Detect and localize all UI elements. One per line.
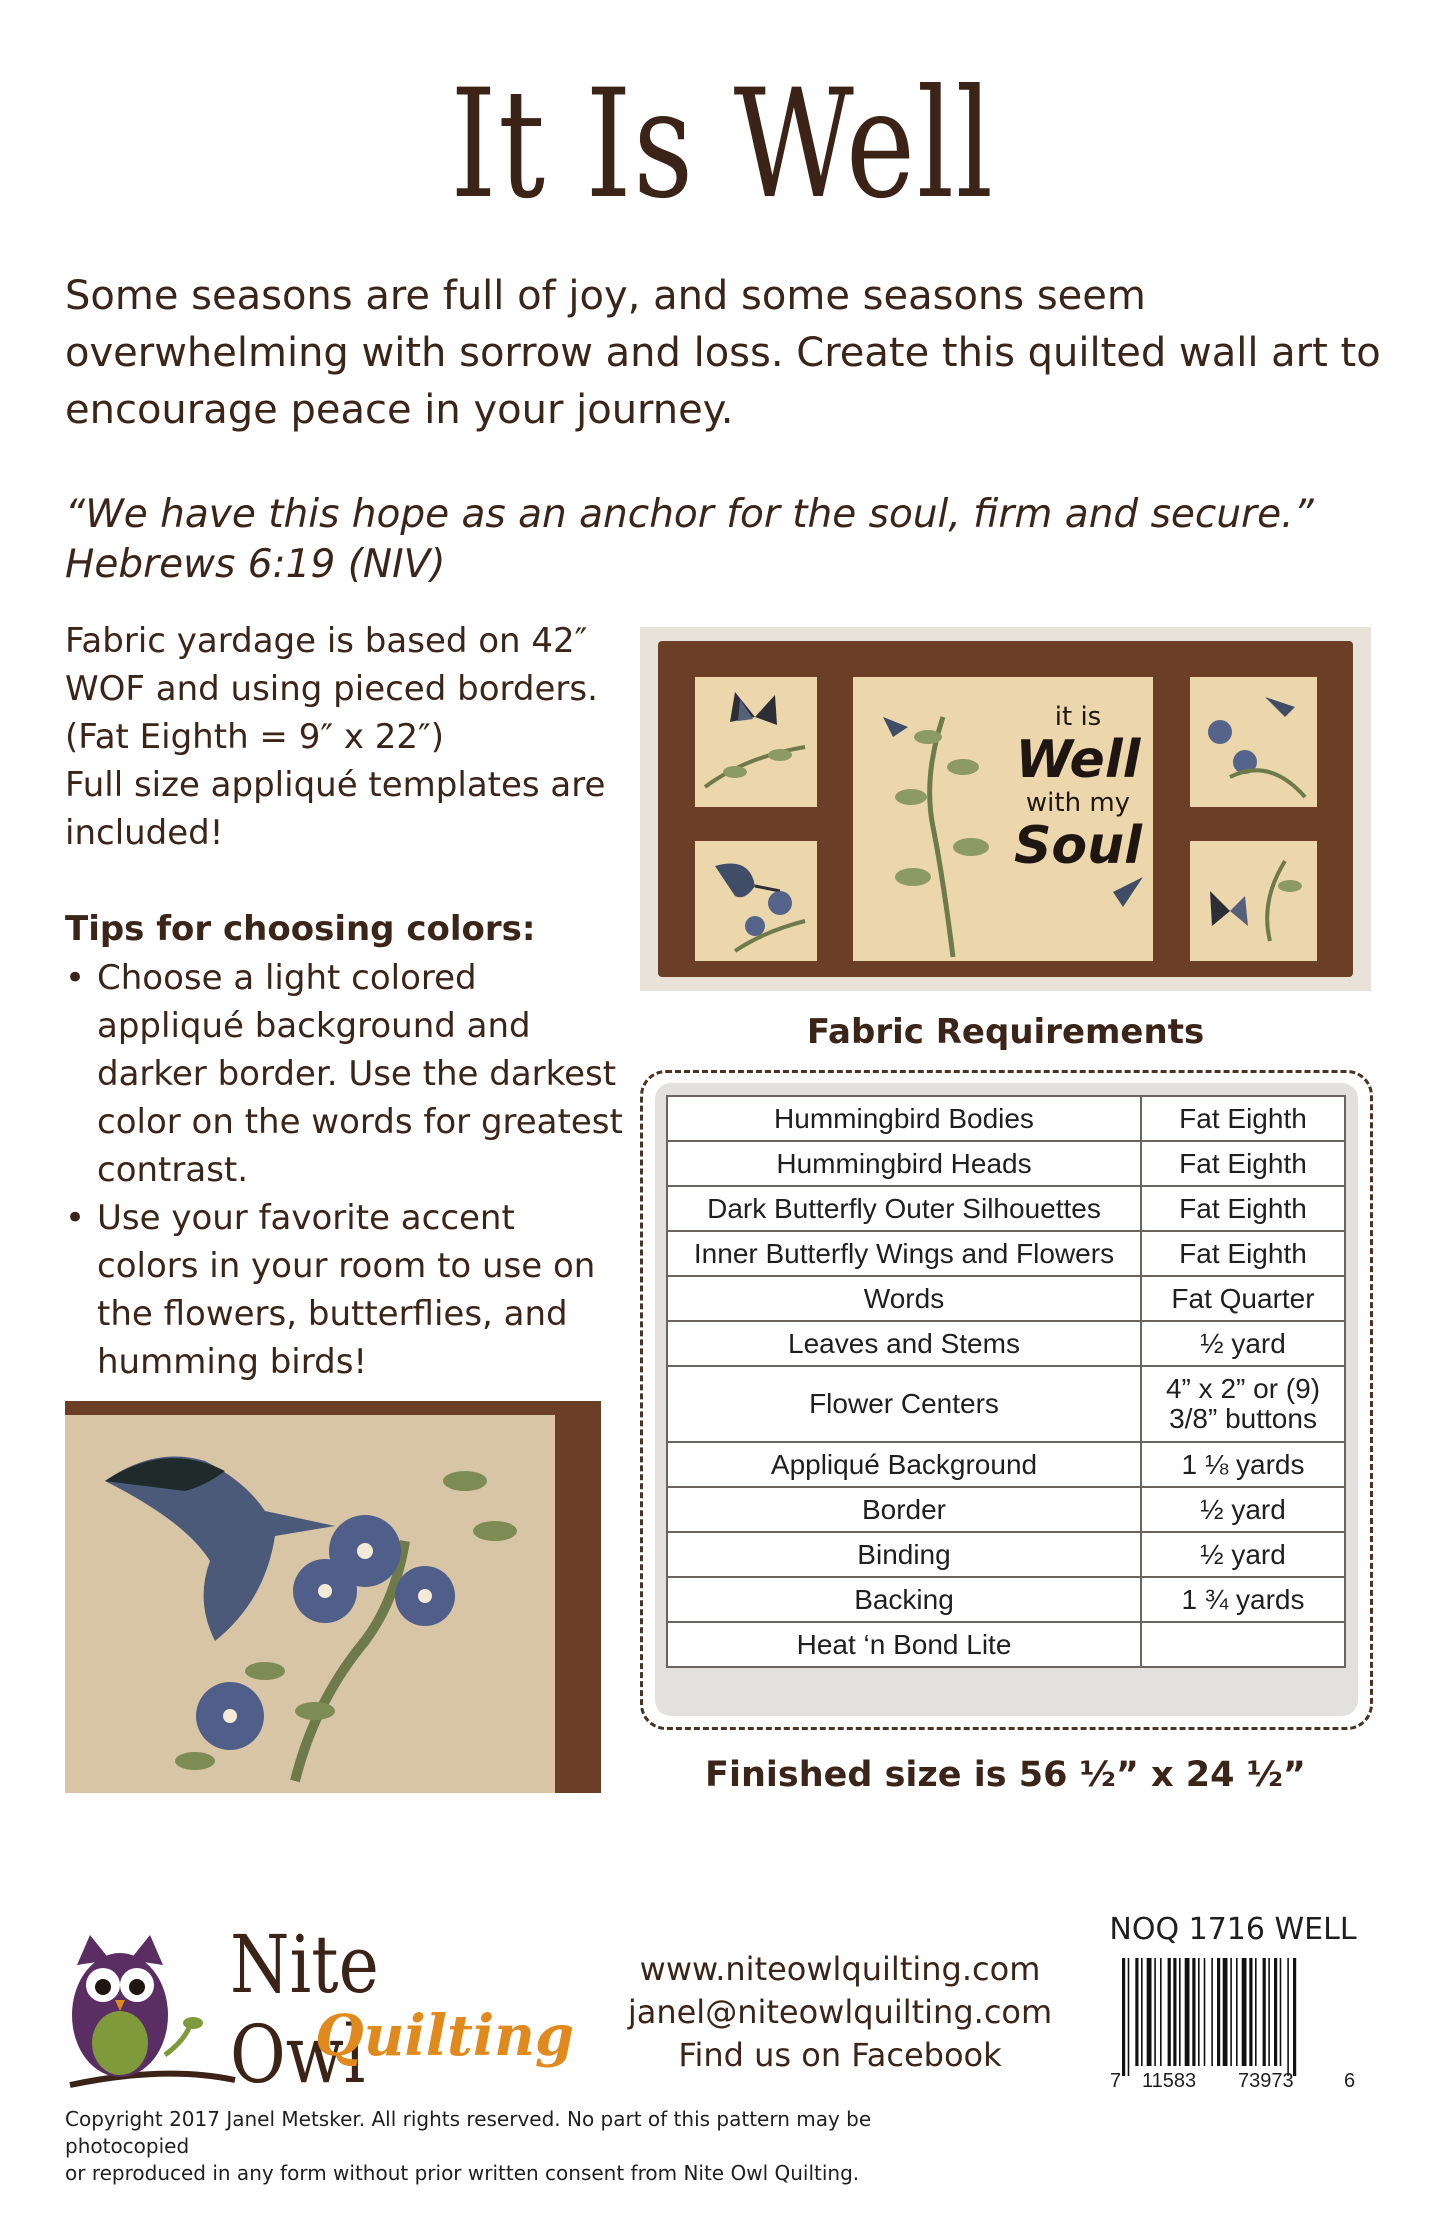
fabric-name-cell: Appliqué Background	[667, 1442, 1141, 1487]
barcode-bar	[1293, 1958, 1296, 2076]
bullet-icon: •	[65, 1198, 86, 1238]
barcode-bar	[1168, 1958, 1171, 2066]
fabric-amount-cell	[1141, 1622, 1345, 1667]
quilt-word: with my	[1025, 788, 1131, 818]
table-row	[667, 1231, 1345, 1276]
website-link[interactable]: www.niteowlquilting.com	[639, 1950, 1041, 1988]
quote-reference: Hebrews 6:19 (NIV)	[65, 542, 446, 587]
barcode-bar	[1204, 1958, 1206, 2066]
fabric-note-line: Full size appliqué templates are	[65, 765, 606, 805]
fabric-amount-cell: ½ yard	[1141, 1487, 1345, 1532]
barcode-digit: 6	[1344, 2070, 1356, 2092]
scripture-quote	[65, 490, 1385, 590]
butterfly-icon	[1190, 841, 1317, 961]
fabric-name-cell: Words	[667, 1276, 1141, 1321]
table-row	[667, 1622, 1345, 1667]
barcode-bar	[1154, 1958, 1156, 2066]
barcode-bar	[1230, 1958, 1232, 2066]
fabric-note-line: (Fat Eighth = 9″ x 22″)	[65, 717, 445, 757]
contact-info	[610, 1948, 1070, 2077]
list-item	[65, 954, 625, 1194]
barcode-digits: 73973	[1238, 2070, 1294, 2092]
tip-text: Use your favorite accent colors in your room to use on the flowers, butterflies, and humming birds!	[97, 1198, 596, 1382]
bullet-icon: •	[65, 958, 86, 998]
barcode-bar	[1122, 1958, 1125, 2076]
quilt-word: Soul	[1013, 816, 1143, 876]
fabric-name-cell: Backing	[667, 1577, 1141, 1622]
table-row	[667, 1141, 1345, 1186]
fabric-amount-cell: 1 ⅛ yards	[1141, 1442, 1345, 1487]
butterfly-icon	[695, 677, 817, 807]
table-row	[667, 1321, 1345, 1366]
barcode-bar	[1287, 1958, 1289, 2076]
table-row	[667, 1487, 1345, 1532]
fabric-amount-cell: Fat Eighth	[1141, 1141, 1345, 1186]
tips-list	[65, 954, 625, 1386]
quilt-word: it is	[1054, 702, 1102, 732]
fabric-name-cell: Leaves and Stems	[667, 1321, 1141, 1366]
fabric-requirements-table	[666, 1095, 1346, 1668]
barcode-bar	[1217, 1958, 1220, 2066]
barcode-digits: 11583	[1142, 2070, 1197, 2092]
hummingbird-icon	[695, 841, 817, 961]
barcode-bar	[1255, 1958, 1257, 2066]
quilt-panel-flowers	[1190, 677, 1317, 807]
fabric-amount-cell: ½ yard	[1141, 1321, 1345, 1366]
tip-text: Choose a light colored appliqué background and darker border. Use the darkest color on the words for greatest contrast.	[97, 958, 623, 1190]
fabric-name-cell: Flower Centers	[667, 1366, 1141, 1442]
flower-icon	[1190, 677, 1317, 807]
barcode-bar	[1160, 1958, 1162, 2066]
barcode-bar	[1141, 1958, 1143, 2066]
copyright-line: or reproduced in any form without prior written consent from Nite Owl Quilting.	[65, 2161, 860, 2185]
fabric-name-cell: Hummingbird Heads	[667, 1141, 1141, 1186]
barcode-bar	[1268, 1958, 1270, 2066]
barcode-bar	[1179, 1958, 1181, 2066]
fabric-name-cell: Dark Butterfly Outer Silhouettes	[667, 1186, 1141, 1231]
sku-code: NOQ 1716 WELL	[1109, 1912, 1357, 1947]
fabric-amount-cell: Fat Eighth	[1141, 1186, 1345, 1231]
barcode-bar	[1223, 1958, 1228, 2066]
barcode-digit: 7	[1110, 2070, 1122, 2092]
nite-owl-logo	[65, 1915, 585, 2101]
fabric-amount-cell: 4” x 2” or (9) 3/8” buttons	[1141, 1366, 1345, 1442]
quilt-word: Well	[1015, 730, 1141, 790]
facebook-text: Find us on Facebook	[678, 2036, 1002, 2074]
list-item	[65, 1194, 625, 1386]
fabric-note	[65, 617, 645, 857]
barcode-bar	[1274, 1958, 1277, 2066]
tips-heading: Tips for choosing colors:	[65, 909, 536, 949]
barcode-bar	[1185, 1958, 1190, 2066]
quilt-panel-butterfly	[695, 677, 817, 807]
table-row	[667, 1442, 1345, 1487]
logo-text: Nite Owl	[230, 1918, 379, 2101]
email-link[interactable]: janel@niteowlquilting.com	[627, 1993, 1053, 2031]
quote-text: “We have this hope as an anchor for the soul, firm and secure.”	[65, 492, 1314, 537]
finished-size: Finished size is 56 ½” x 24 ½”	[705, 1755, 1306, 1795]
quilt-photo	[640, 627, 1371, 991]
table-row	[667, 1096, 1345, 1141]
barcode-bar	[1211, 1958, 1213, 2066]
barcode-bar	[1242, 1958, 1247, 2066]
barcode-bar	[1263, 1958, 1266, 2066]
fabric-amount-cell: Fat Quarter	[1141, 1276, 1345, 1321]
barcode-bar	[1173, 1958, 1176, 2066]
fabric-amount-cell: ½ yard	[1141, 1532, 1345, 1577]
fabric-amount-cell: Fat Eighth	[1141, 1231, 1345, 1276]
fabric-note-line: Fabric yardage is based on 42″	[65, 621, 588, 661]
fabric-note-line: WOF and using pieced borders.	[65, 669, 598, 709]
fabric-amount-cell: 1 ¾ yards	[1141, 1577, 1345, 1622]
barcode-bar	[1135, 1958, 1138, 2066]
barcode-bar	[1249, 1958, 1252, 2066]
page-title: It Is Well	[450, 58, 995, 232]
barcode-bar	[1280, 1958, 1282, 2066]
table-row	[667, 1186, 1345, 1231]
intro-text: Some seasons are full of joy, and some seasons seem overwhelming with sorrow and loss. Create this quilted wall art to encourage peace in your journey.	[65, 273, 1381, 433]
barcode-bar	[1128, 1958, 1130, 2076]
barcode	[1108, 1958, 1358, 2098]
table-row	[667, 1577, 1345, 1622]
barcode-bar	[1147, 1958, 1152, 2066]
barcode-bar	[1192, 1958, 1195, 2066]
table-row	[667, 1276, 1345, 1321]
hummingbird-icon	[65, 1401, 601, 1793]
fabric-requirements-title: Fabric Requirements	[806, 1012, 1205, 1052]
quilt-panel-hummingbird	[695, 841, 817, 961]
table-row	[667, 1366, 1345, 1442]
fabric-name-cell: Binding	[667, 1532, 1141, 1577]
quilt-panel-butterfly-2	[1190, 841, 1317, 961]
barcode-bar	[1198, 1958, 1200, 2066]
table-row	[667, 1532, 1345, 1577]
fabric-name-cell: Heat ‘n Bond Lite	[667, 1622, 1141, 1667]
fabric-name-cell: Inner Butterfly Wings and Flowers	[667, 1231, 1141, 1276]
logo-subtext: Quilting	[315, 2003, 575, 2069]
fabric-amount-cell: Fat Eighth	[1141, 1096, 1345, 1141]
copyright-line: Copyright 2017 Janel Metsker. All rights reserved. No part of this pattern may be photocopied	[65, 2107, 872, 2158]
copyright-text	[65, 2106, 965, 2187]
barcode-bar	[1236, 1958, 1238, 2066]
fabric-name-cell: Hummingbird Bodies	[667, 1096, 1141, 1141]
hummingbird-detail-photo	[65, 1401, 601, 1793]
fabric-name-cell: Border	[667, 1487, 1141, 1532]
quilt-center-panel	[853, 677, 1153, 961]
fabric-note-line: included!	[65, 813, 224, 853]
